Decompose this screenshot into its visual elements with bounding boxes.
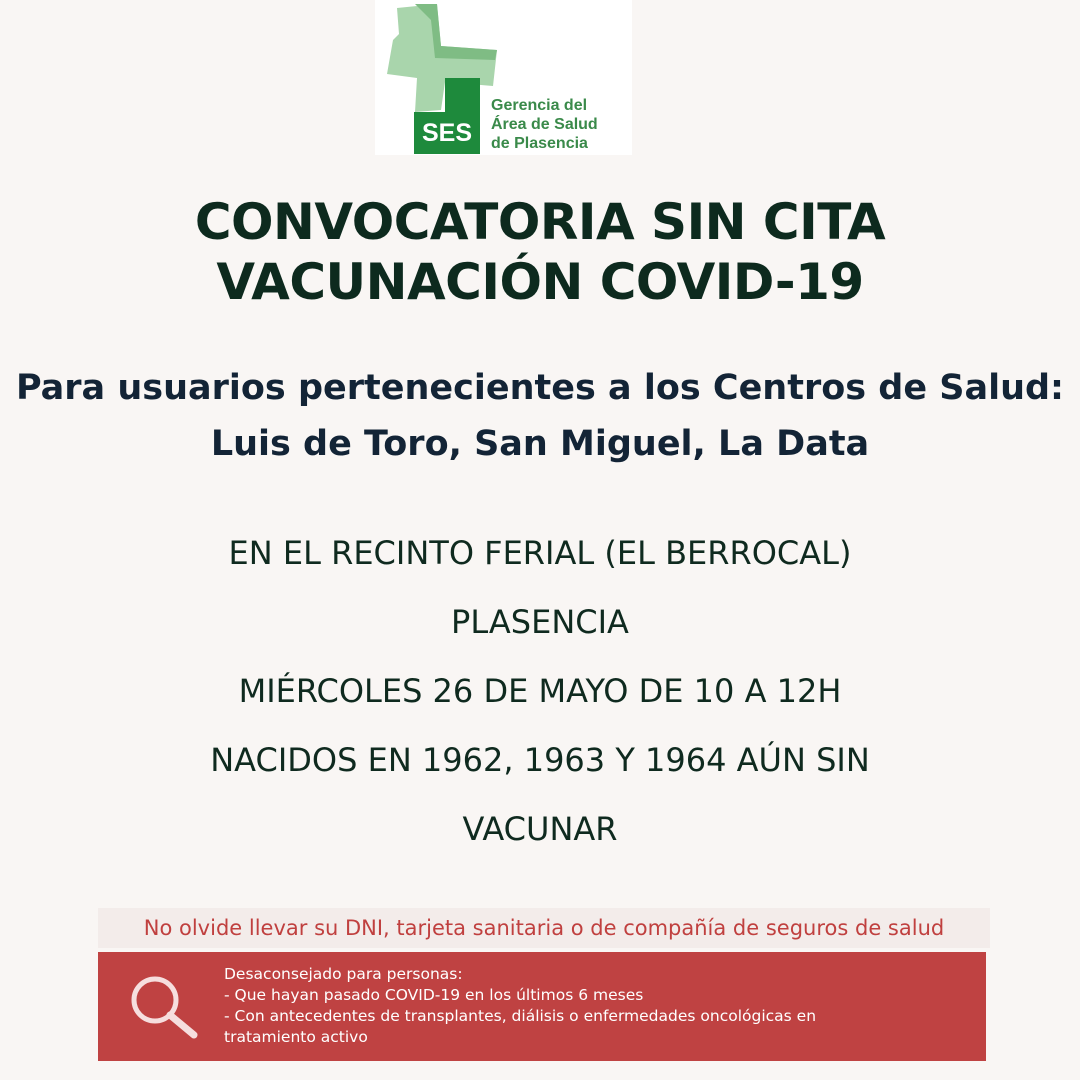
warning-box — [98, 952, 986, 1061]
event-date: MIÉRCOLES 26 DE MAYO DE 10 A 12H — [238, 672, 842, 710]
logo-org-line-3: de Plasencia — [491, 135, 588, 152]
magnifier-icon — [128, 974, 200, 1040]
warning-line-1: Desaconsejado para personas: — [224, 965, 463, 983]
subtitle-line-2: Luis de Toro, San Miguel, La Data — [210, 424, 870, 464]
logo-org-line-1: Gerencia del — [491, 97, 588, 114]
logo-abbr: SES — [421, 119, 473, 147]
event-city: PLASENCIA — [451, 603, 629, 641]
event-location: EN EL RECINTO FERIAL (EL BERROCAL) — [228, 534, 852, 572]
warning-line-3: - Con antecedentes de transplantes, diálisis o enfermedades oncológicas en — [224, 1007, 817, 1025]
ses-logo — [375, 0, 632, 155]
logo-org-name — [491, 96, 631, 153]
warning-line-2: - Que hayan pasado COVID-19 en los últimos 6 meses — [224, 986, 644, 1004]
title-line-2: VACUNACIÓN COVID-19 — [216, 253, 864, 311]
title-line-1: CONVOCATORIA SIN CITA — [194, 193, 886, 251]
eligibility-line-2: VACUNAR — [462, 810, 618, 848]
warning-line-4: tratamiento activo — [224, 1028, 368, 1046]
eligibility-line-1: NACIDOS EN 1962, 1963 Y 1964 AÚN SIN — [210, 741, 870, 779]
subtitle — [0, 360, 1080, 472]
reminder-banner: No olvide llevar su DNI, tarjeta sanitaria o de compañía de seguros de salud — [98, 908, 990, 948]
logo-org-line-2: Área de Salud — [491, 116, 598, 133]
subtitle-line-1: Para usuarios pertenecientes a los Centros de Salud: — [15, 368, 1065, 408]
event-details — [0, 519, 1080, 864]
warning-text — [224, 964, 974, 1048]
page-title — [0, 192, 1080, 312]
